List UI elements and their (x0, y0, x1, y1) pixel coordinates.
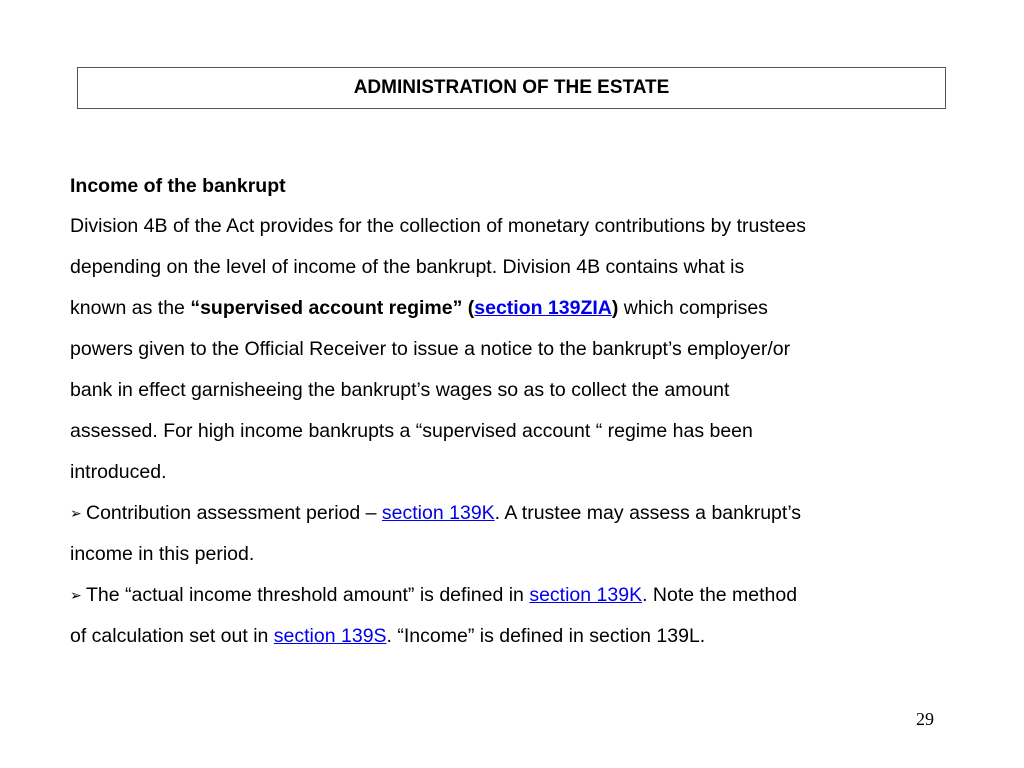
section-139zia-link[interactable]: section 139ZIA (474, 297, 612, 319)
text-fragment: . “Income” is defined in section 139L. (386, 625, 706, 647)
paragraph-line: income in this period. (70, 543, 255, 565)
text-fragment: The “actual income threshold amount” is defined in (86, 584, 530, 606)
paragraph-line: introduced. (70, 461, 167, 483)
section-heading: Income of the bankrupt (70, 175, 286, 197)
slide-content (70, 166, 950, 657)
paragraph-line (70, 288, 950, 329)
section-139s-link[interactable]: section 139S (273, 625, 387, 647)
paragraph-line: powers given to the Official Receiver to issue a notice to the bankrupt’s employer/or (70, 338, 791, 360)
text-fragment: known as the (70, 297, 191, 319)
bold-term: “supervised account regime” ( (190, 297, 475, 319)
arrow-bullet-icon: ➢ (70, 587, 82, 603)
paragraph-line: bank in effect garnisheeing the bankrupt’s wages so as to collect the amount (70, 379, 730, 401)
bullet-item (70, 493, 950, 534)
bold-paren: ) (611, 297, 619, 319)
section-139k-link[interactable]: section 139K (381, 502, 495, 524)
text-fragment: which comprises (618, 297, 768, 319)
paragraph-line: Division 4B of the Act provides for the collection of monetary contributions by trustees (70, 215, 806, 237)
text-fragment: . Note the method (642, 584, 798, 606)
paragraph-line (70, 616, 950, 657)
text-fragment: of calculation set out in (70, 625, 274, 647)
slide-title: ADMINISTRATION OF THE ESTATE (353, 77, 670, 98)
paragraph-line: depending on the level of income of the bankrupt. Division 4B contains what is (70, 256, 745, 278)
paragraph-line: assessed. For high income bankrupts a “supervised account “ regime has been (70, 420, 753, 442)
arrow-bullet-icon: ➢ (70, 505, 82, 521)
section-139k-link[interactable]: section 139K (529, 584, 643, 606)
text-fragment: . A trustee may assess a bankrupt’s (494, 502, 802, 524)
text-fragment: Contribution assessment period – (86, 502, 382, 524)
page-number: 29 (916, 709, 934, 729)
bullet-item (70, 575, 950, 616)
title-box (77, 67, 946, 109)
